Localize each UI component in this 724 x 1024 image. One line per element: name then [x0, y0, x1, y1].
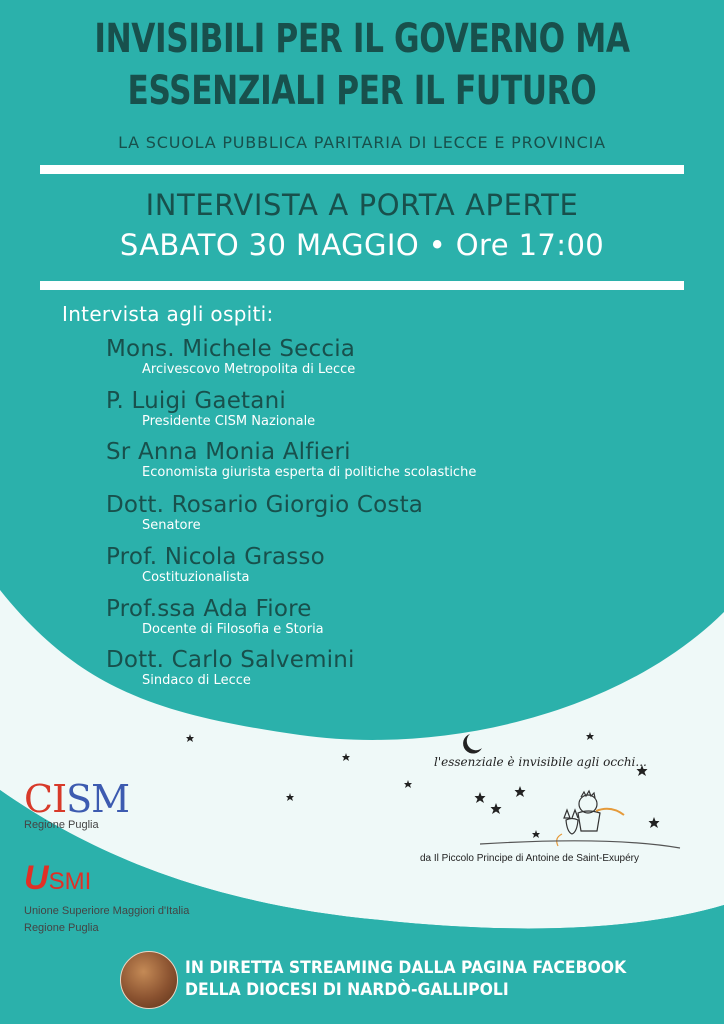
usmi-logo-region: Regione Puglia — [24, 922, 99, 934]
guest-name: Prof.ssa Ada Fiore — [106, 596, 312, 622]
cism-logo-mark: CISM — [24, 777, 130, 821]
subtitle: LA SCUOLA PUBBLICA PARITARIA DI LECCE E PROVINCIA — [118, 133, 606, 152]
guest-name: Mons. Michele Seccia — [106, 336, 356, 362]
guest-name: Dott. Rosario Giorgio Costa — [106, 492, 424, 518]
guest-name: Dott. Carlo Salvemini — [106, 647, 355, 673]
cism-logo-caption: Regione Puglia — [24, 819, 99, 831]
usmi-logo-mark: USMI — [24, 859, 92, 897]
diocese-avatar-icon — [120, 951, 178, 1009]
planet-line — [480, 841, 680, 848]
quote-credit: da Il Piccolo Principe di Antoine de Saint-Exupéry — [420, 853, 640, 864]
guest-item — [106, 439, 476, 480]
main-title-line-1: INVISIBILI PER IL GOVERNO MA — [94, 16, 630, 62]
streaming-line-1: IN DIRETTA STREAMING DALLA PAGINA FACEBOOK — [185, 958, 627, 978]
little-prince-illustration — [180, 720, 700, 850]
moon-icon — [463, 734, 482, 754]
guest-item — [106, 336, 355, 377]
guest-item — [106, 388, 315, 429]
guest-role: Docente di Filosofia e Storia — [142, 622, 324, 637]
star-icon — [186, 732, 660, 838]
event-title: INTERVISTA A PORTA APERTE — [145, 188, 579, 222]
guest-name: P. Luigi Gaetani — [106, 388, 286, 414]
guest-item — [106, 544, 325, 585]
guests-intro: Intervista agli ospiti: — [62, 302, 274, 326]
quote-text: l'essenziale è invisibile agli occhi... — [434, 755, 647, 769]
guest-item — [106, 647, 355, 688]
guest-item — [106, 492, 423, 533]
little-prince-icon — [578, 791, 624, 831]
guest-role: Sindaco di Lecce — [142, 673, 251, 688]
usmi-logo-caption: Unione Superiore Maggiori d'Italia — [24, 905, 190, 917]
divider-bottom — [40, 281, 684, 290]
guest-name: Sr Anna Monia Alfieri — [106, 439, 351, 465]
guest-item — [106, 596, 324, 637]
main-title-line-2: ESSENZIALI PER IL FUTURO — [127, 68, 597, 114]
guest-role: Arcivescovo Metropolita di Lecce — [142, 362, 356, 377]
guest-role: Economista giurista esperta di politiche scolastiche — [142, 465, 477, 480]
guest-name: Prof. Nicola Grasso — [106, 544, 325, 570]
usmi-logo — [24, 859, 190, 934]
guest-role: Senatore — [142, 518, 201, 533]
guest-role: Presidente CISM Nazionale — [142, 414, 316, 429]
guest-role: Costituzionalista — [142, 570, 250, 585]
divider-top — [40, 165, 684, 174]
cism-logo — [24, 777, 130, 831]
streaming-line-2: DELLA DIOCESI DI NARDÒ-GALLIPOLI — [185, 980, 509, 1000]
event-date: SABATO 30 MAGGIO • Ore 17:00 — [119, 228, 605, 262]
